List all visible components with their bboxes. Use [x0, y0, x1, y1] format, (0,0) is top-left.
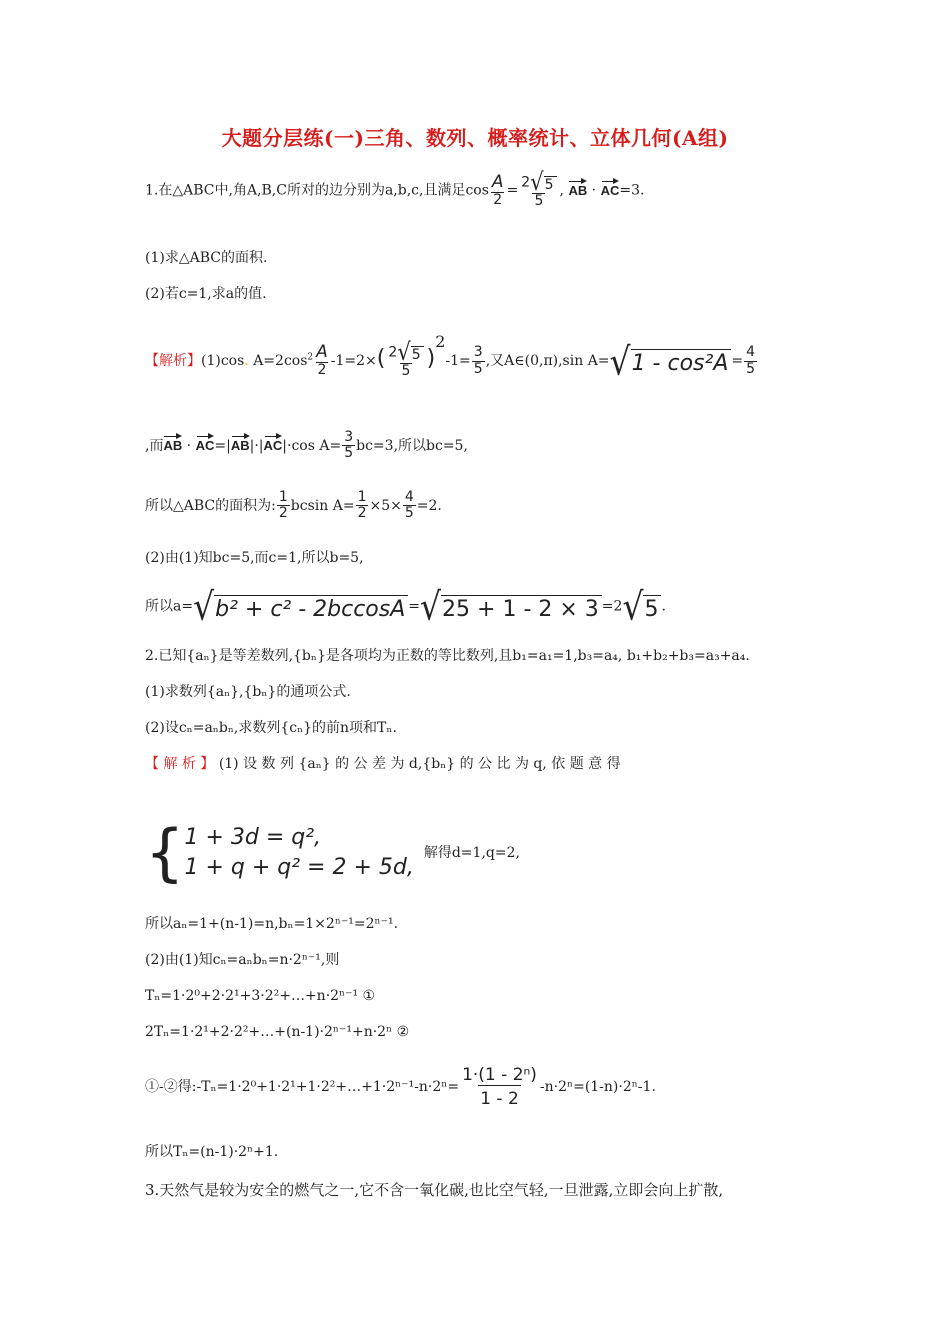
- sol2-line2: 所以aₙ=1+(n-1)=n,bₙ=1×2ⁿ⁻¹=2ⁿ⁻¹.: [145, 916, 399, 932]
- sol1-line3: 所以△ABC的面积为: $\frac{1}{2}$ bcsin A= $\frac{1}{2}$ ×5× $\frac{4}{5}$ =2.: [145, 489, 442, 522]
- page-title: 大题分层练(一)三角、数列、概率统计、立体几何(A组): [221, 126, 729, 150]
- q1-stem: 1.在△ABC中,角A,B,C所对的边分别为a,b,c,且满足cos $\frac{A}{2}$ = 2 √ 5 5 , AB · AC=3.: [145, 168, 645, 209]
- q1-frac-a-2: $\frac{A}{2}$: [491, 172, 504, 208]
- solution-tag: 【 解 析 】: [145, 756, 215, 772]
- equation-system: 1 + 3d = q², 1 + q + q² = 2 + 5d,: [184, 825, 414, 880]
- q3-stem: 3.天然气是较为安全的燃气之一,它不含一氧化碳,也比空气轻,一旦泄露,立即会向上扩散,: [145, 1181, 724, 1199]
- brace-icon: {: [145, 816, 185, 889]
- sol2-system: { 1 + 3d = q², 1 + q + q² = 2 + 5d, 解得d=1,q=2,: [145, 816, 520, 889]
- vector-ab: AB: [231, 434, 250, 454]
- sol2-line5: 2Tₙ=1·2¹+2·2²+…+(n-1)·2ⁿ⁻¹+n·2ⁿ ②: [145, 1024, 410, 1040]
- q1-frac-2sqrt5-5: 2 √ 5 5: [519, 172, 558, 209]
- solution-tag: 【解析】: [145, 353, 201, 369]
- vector-ab: AB: [568, 179, 587, 199]
- sol2-line1: 【 解 析 】 (1) 设 数 列 {aₙ} 的 公 差 为 d,{bₙ} 的 公 比 为 q, 依 题 意 得: [145, 756, 621, 772]
- sol1-line2: ,而AB · AC=|AB|·|AC|·cos A= $\frac{3}{5}$ bc=3,所以bc=5,: [145, 429, 468, 462]
- q1-part2: (2)若c=1,求a的值.: [145, 286, 267, 302]
- sol2-line3: (2)由(1)知cₙ=aₙbₙ=n·2ⁿ⁻¹,则: [145, 952, 340, 968]
- vector-ac: AC: [196, 434, 215, 454]
- vector-ac: AC: [601, 179, 620, 199]
- q1-stem-text: 1.在△ABC中,角A,B,C所对的边分别为a,b,c,且满足cos: [145, 182, 489, 199]
- sol1-line1: 【解析】(1)cos. $A=2\cos^2$ $\frac{A}{2}$ -1=2×( 2 √ 5 5 )$^2$-1= $\frac{3}{5}$ ,又A∈(0,π),sin A= √ 1 - cos²A = $\frac{4}{5}$: [145, 332, 756, 384]
- vector-ab: AB: [163, 434, 182, 454]
- q2-part1: (1)求数列{aₙ},{bₙ}的通项公式.: [145, 684, 351, 700]
- q2-stem: 2.已知{aₙ}是等差数列,{bₙ}是各项均为正数的等比数列,且b₁=a₁=1,b₃=a₄, b₁+b₂+b₃=a₃+a₄.: [145, 648, 750, 664]
- sol1-line4: (2)由(1)知bc=5,而c=1,所以b=5,: [145, 550, 364, 566]
- sol2-line4: Tₙ=1·2⁰+2·2¹+3·2²+…+n·2ⁿ⁻¹ ①: [145, 988, 376, 1004]
- q1-part1: (1)求△ABC的面积.: [145, 250, 268, 266]
- sol1-line5: 所以a= √ b² + c² - 2bccosA = √ 25 + 1 - 2 × 3 =2 √ 5 .: [145, 584, 666, 629]
- sol2-line7: 所以Tₙ=(n-1)·2ⁿ+1.: [145, 1144, 279, 1160]
- sol2-line6: ①-②得:-Tₙ=1·2⁰+1·2¹+1·2²+…+1·2ⁿ⁻¹-n·2ⁿ= $\frac{\text{1·(1 - 2ⁿ)}}{1 - 2}$ -n·2ⁿ=(1-n)·2ⁿ-1.: [145, 1065, 656, 1109]
- q2-part2: (2)设cₙ=aₙbₙ,求数列{cₙ}的前n项和Tₙ.: [145, 720, 397, 736]
- vector-ac: AC: [264, 434, 283, 454]
